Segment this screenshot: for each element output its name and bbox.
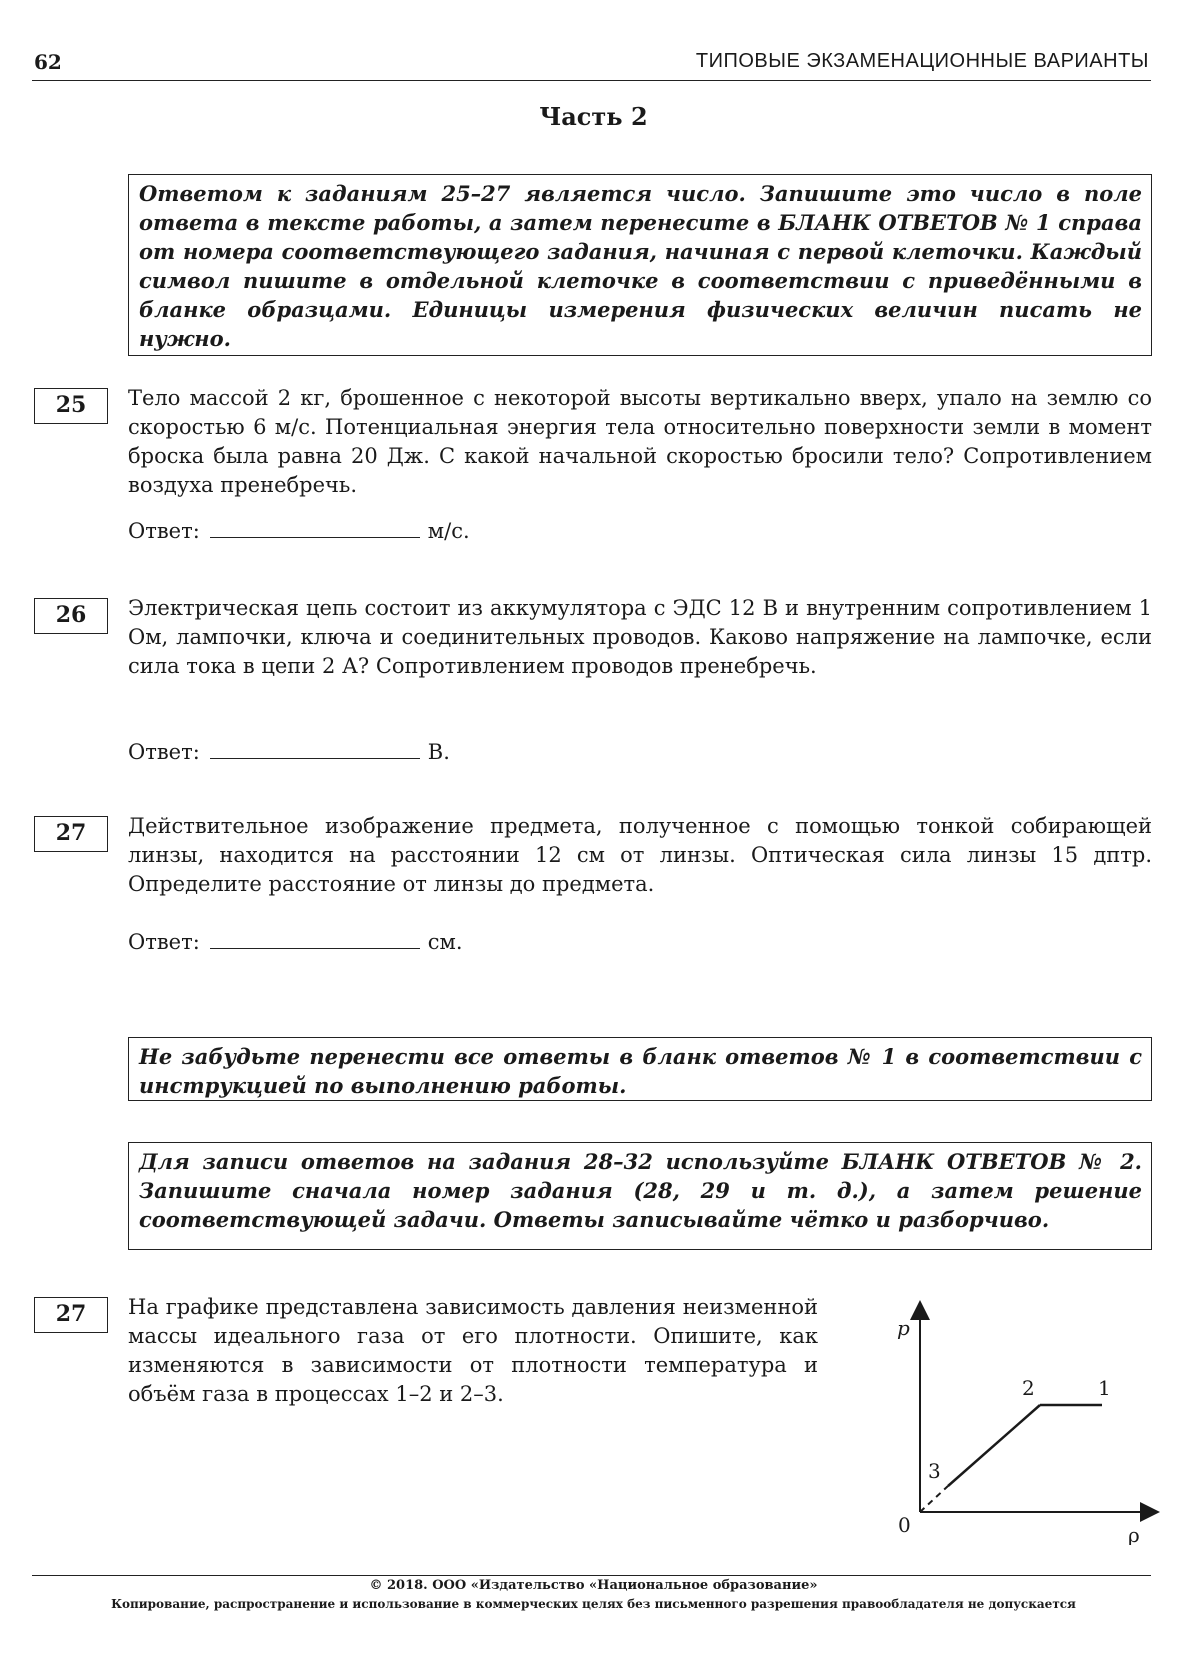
point-label-1: 1	[1098, 1376, 1111, 1400]
answer-label: Ответ:	[128, 519, 200, 543]
answer-row-27	[128, 928, 463, 957]
reminder-box: Не забудьте перенести все ответы в бланк ответов № 1 в соответствии с инструкцией по выполнению работы.	[128, 1037, 1152, 1101]
answer-field-26[interactable]	[210, 738, 420, 759]
footer-rule	[32, 1575, 1151, 1576]
answer-field-27[interactable]	[210, 928, 420, 949]
running-title: ТИПОВЫЕ ЭКЗАМЕНАЦИОННЫЕ ВАРИАНТЫ	[695, 50, 1149, 72]
task-number-26: 26	[34, 598, 108, 634]
task-number-25: 25	[34, 388, 108, 424]
process-line-2-3	[948, 1405, 1040, 1486]
instruction-box-answers: Ответом к заданиям 25–27 является число. Запишите это число в поле ответа в тексте работы, а затем перенесите в БЛАНК ОТВЕТОВ № 1 справа от номера соответствующего задания, начиная с первой клеточки. Каждый символ пишите в отдельной клеточке в соответствии с приведёнными в бланке образцами. Единицы измерения физических величин писать не нужно.	[128, 174, 1152, 356]
answer-field-25[interactable]	[210, 517, 420, 538]
task-text-27: Действительное изображение предмета, полученное с помощью тонкой собирающей линзы, находится на расстоянии 12 см от линзы. Оптическая сила линзы 15 дптр. Определите расстояние от линзы до предмета.	[128, 814, 1152, 896]
answer-row-25	[128, 517, 470, 546]
pressure-density-graph	[880, 1300, 1160, 1545]
instruction-box-part2: Для записи ответов на задания 28–32 используйте БЛАНК ОТВЕТОВ № 2. Запишите сначала номер задания (28, 29 и т. д.), а затем решение соответствующей задачи. Ответы записывайте чётко и разборчиво.	[128, 1142, 1152, 1250]
task-text-28: На графике представлена зависимость давления неизменной массы идеального газа от его плотности. Опишите, как изменяются в зависимости от плотности температура и объём газа в процессах 1–2 и 2–3.	[128, 1295, 818, 1406]
copyright-notice: Копирование, распространение и использование в коммерческих целях без письменного разрешения правообладателя не допускается	[111, 1597, 1076, 1611]
process-line-3-origin	[920, 1486, 948, 1512]
y-axis-label: p	[897, 1316, 910, 1340]
task-text-25: Тело массой 2 кг, брошенное с некоторой высоты вертикально вверх, упало на землю со скоростью 6 м/с. Потенциальная энергия тела относительно поверхности земли в момент броска была равна 20 Дж. С какой начальной скоростью бросили тело? Сопротивлением воздуха пренебречь.	[128, 386, 1152, 497]
answer-label: Ответ:	[128, 930, 200, 954]
part-title: Часть 2	[539, 102, 648, 131]
answer-unit: см.	[427, 930, 463, 954]
task-text-26: Электрическая цепь состоит из аккумулятора с ЭДС 12 В и внутренним сопротивлением 1 Ом, лампочки, ключа и соединительных проводов. Каково напряжение на лампочке, если сила тока в цепи 2 А? Сопротивлением проводов пренебречь.	[128, 596, 1152, 678]
answer-unit: м/с.	[427, 519, 470, 543]
task-number-27: 27	[34, 816, 108, 852]
header-rule	[32, 80, 1151, 81]
answer-row-26	[128, 738, 450, 767]
answer-label: Ответ:	[128, 740, 200, 764]
point-label-2: 2	[1022, 1376, 1035, 1400]
answer-unit: В.	[427, 740, 450, 764]
copyright: © 2018. ООО «Издательство «Национальное образование»	[369, 1578, 818, 1593]
origin-label: 0	[898, 1513, 911, 1537]
point-label-3: 3	[928, 1459, 941, 1483]
page-number: 62	[34, 50, 62, 74]
x-axis-label: ρ	[1128, 1523, 1140, 1545]
task-number-28: 27	[34, 1297, 108, 1333]
